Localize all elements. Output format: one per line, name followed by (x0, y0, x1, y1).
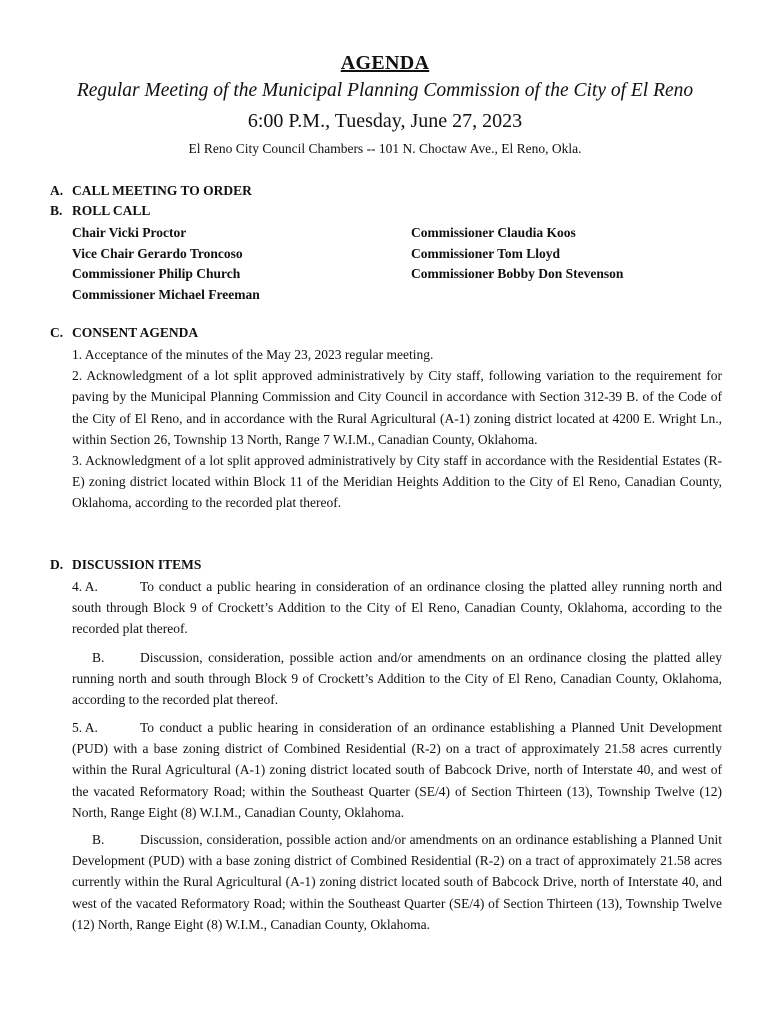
section-a-heading (50, 183, 252, 199)
roll-call-member: Commissioner Bobby Don Stevenson (411, 266, 624, 281)
section-letter: B. (50, 203, 63, 218)
consent-item: 3. Acknowledgment of a lot split approved administratively by City staff in accordance with the Residential Estates (R-E) zoning district located within Block 11 of the Meridian Heights Addition to the City of El Reno, Canadian County, Oklahoma, according to the recorded plat thereof. (72, 453, 722, 511)
discussion-item-4a (72, 576, 722, 640)
roll-call-member: Chair Vicki Proctor (72, 225, 187, 240)
roll-call-member: Commissioner Tom Lloyd (411, 245, 561, 261)
section-title: ROLL CALL (72, 203, 151, 218)
section-title: CONSENT AGENDA (72, 325, 199, 340)
roll-call-member: Commissioner Philip Church (72, 266, 241, 281)
section-letter: D. (50, 557, 64, 572)
item-text: To conduct a public hearing in consideration of an ordinance establishing a Planned Unit Development (PUD) with a base zoning district of Combined Residential (R-2) on a tract of approximately 21.58 acres currently within the Rural Agricultural (A-1) zoning district located south of Babcock Drive, north of Interstate 40, and west of the vacated Reformatory Road; within the Southeast Quarter (SE/4) of Section Thirteen (13), Township Twelve (12) North, Range Eight (8) W.I.M., Canadian County, Oklahoma. (72, 720, 722, 820)
item-text: To conduct a public hearing in consideration of an ordinance closing the platted alley running north and south through Block 9 of Crockett’s Addition to the City of El Reno, Canadian County, Oklahoma, according to the recorded plat thereof. (72, 579, 722, 637)
discussion-item-4b (72, 647, 722, 711)
section-title: DISCUSSION ITEMS (72, 557, 202, 572)
item-number: 5. A. (72, 720, 98, 735)
section-letter: A. (50, 183, 64, 198)
section-b-heading (50, 203, 150, 219)
item-text: Discussion, consideration, possible action and/or amendments on an ordinance establishing a Planned Unit Development (PUD) with a base zoning district of Combined Residential (R-2) on a tract of approximately 21.58 acres currently within the Rural Agricultural (A-1) zoning district located south of Babcock Drive, north of Interstate 40, and west of the vacated Reformatory Road; within the Southeast Quarter (SE/4) of Section Thirteen (13), Township Twelve (12) North, Range Eight (8) W.I.M., Canadian County, Oklahoma. (72, 832, 722, 932)
consent-agenda-items (72, 344, 722, 514)
section-c-heading (50, 325, 198, 341)
consent-item: 1. Acceptance of the minutes of the May 23, 2023 regular meeting. (72, 347, 434, 362)
section-d-heading (50, 557, 201, 573)
section-letter: C. (50, 325, 64, 340)
roll-call-left-column (72, 223, 260, 305)
roll-call-member: Commissioner Claudia Koos (411, 225, 576, 240)
discussion-item-5b (72, 829, 722, 935)
item-number: B. (92, 650, 105, 665)
meeting-subtitle: Regular Meeting of the Municipal Planning Commission of the City of El Reno (76, 80, 694, 101)
roll-call-member: Vice Chair Gerardo Troncoso (72, 245, 243, 261)
item-text: Discussion, consideration, possible action and/or amendments on an ordinance closing the platted alley running north and south through Block 9 of Crockett’s Addition to the City of El Reno, Canadian County, Oklahoma, according to the recorded plat thereof. (72, 650, 722, 708)
section-title: CALL MEETING TO ORDER (72, 183, 252, 198)
meeting-time: 6:00 P.M., Tuesday, June 27, 2023 (247, 110, 523, 132)
roll-call-member: Commissioner Michael Freeman (72, 286, 260, 302)
item-number: 4. A. (72, 579, 98, 594)
item-number: B. (92, 832, 105, 847)
consent-item: 2. Acknowledgment of a lot split approved administratively by City staff, following variation to the requirement for paving by the Municipal Planning Commission and City Council in accordance with Section 312-39 B. of the Code of the City of El Reno, and in accordance with the Rural Agricultural (A-1) zoning district located at 4200 E. Wright Ln., within Section 26, Township 13 North, Range 7 W.I.M., Canadian County, Oklahoma. (72, 368, 722, 447)
discussion-item-5a (72, 717, 722, 823)
agenda-title: AGENDA (340, 52, 430, 74)
meeting-location: El Reno City Council Chambers -- 101 N. Choctaw Ave., El Reno, Okla. (188, 141, 582, 156)
roll-call-right-column (411, 223, 623, 285)
